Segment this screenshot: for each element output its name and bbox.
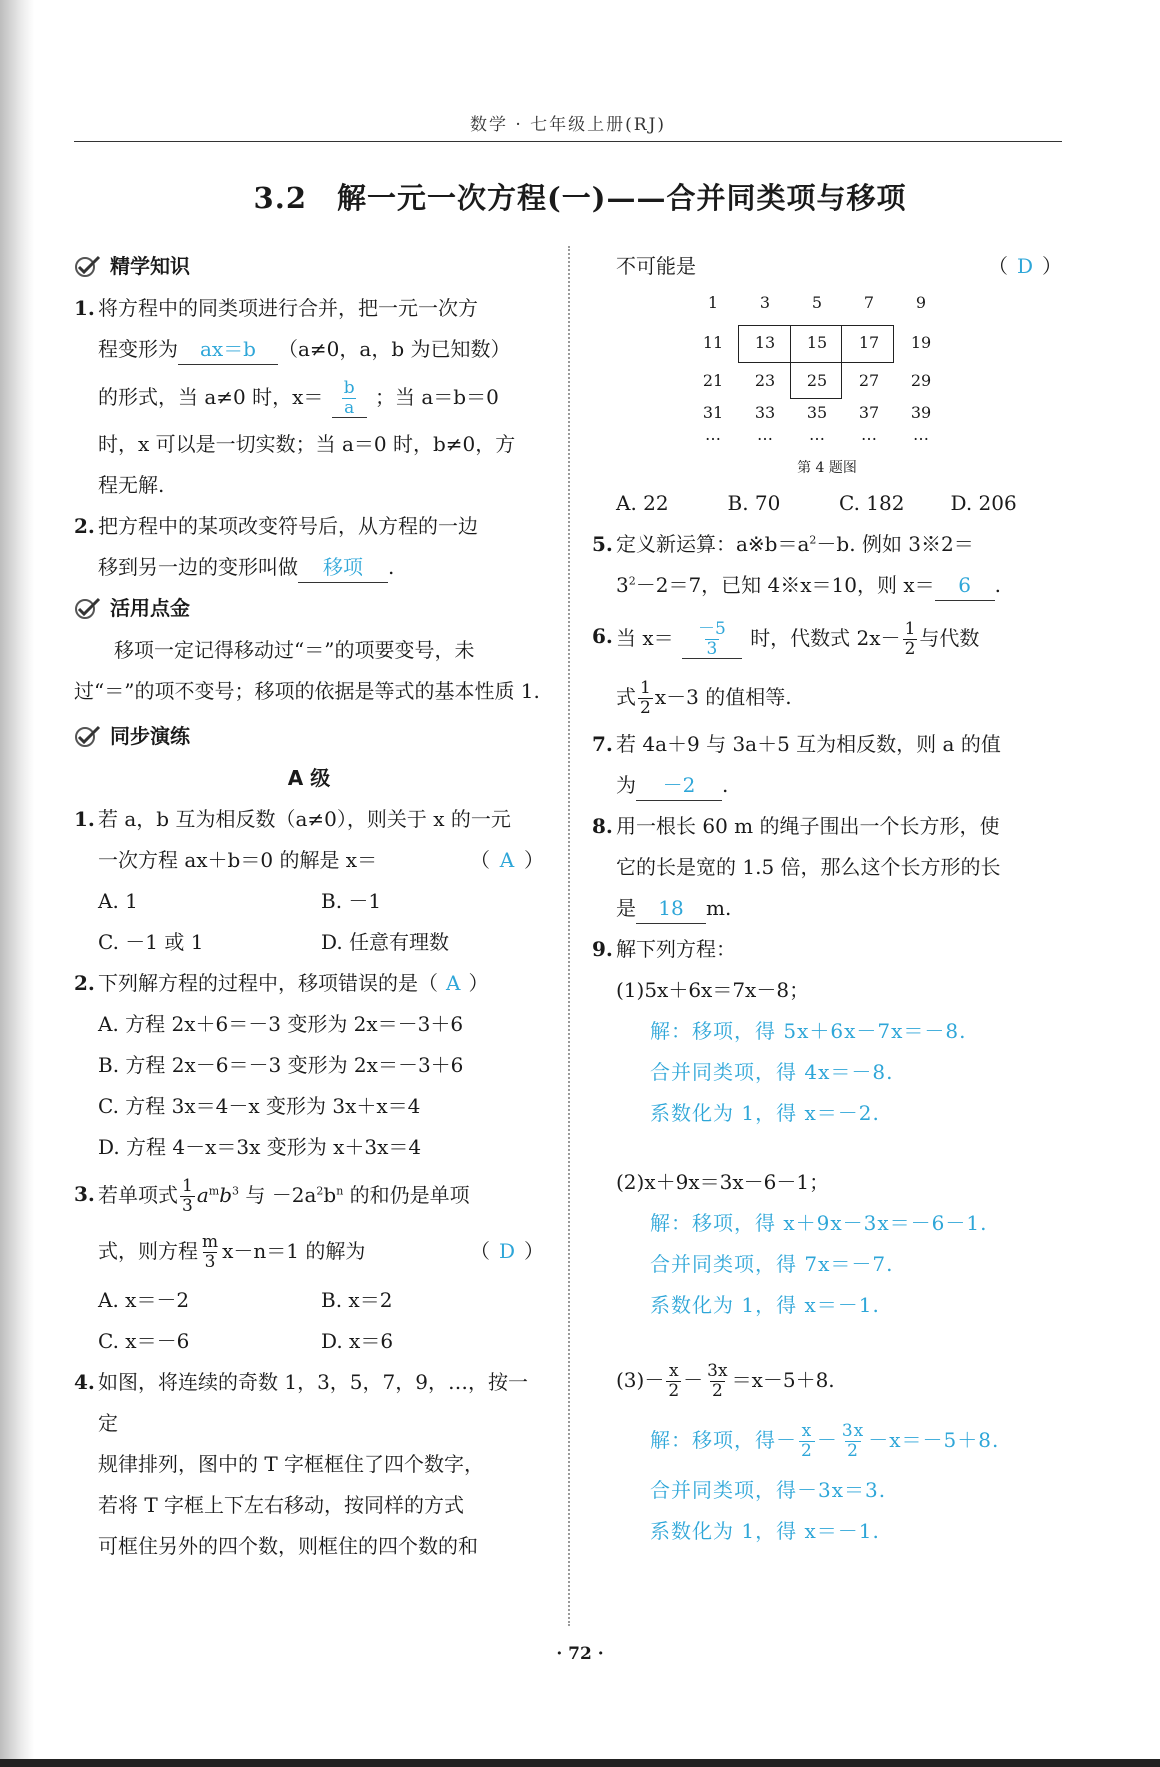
option-b[interactable]: B. x＝2 <box>321 1288 393 1312</box>
section-title: 活用点金 <box>110 595 190 620</box>
text-line: 规律排列，图中的 T 字框框住了四个数字， <box>98 1452 485 1476</box>
paren-close: ） <box>468 971 489 995</box>
numerator: x <box>668 1361 679 1382</box>
text: 一次方程 ax＋b＝0 的解是 x＝ <box>98 848 378 872</box>
paren-close: ） <box>524 848 544 872</box>
grid-cell: 39 <box>910 403 932 422</box>
question-2 <box>74 963 544 1004</box>
question-6 <box>592 606 1062 724</box>
text-line: 可框住另外的四个数，则框住的四个数的和 <box>98 1534 478 1558</box>
exponent: n <box>336 1184 344 1198</box>
text-line: 解下列方程： <box>616 937 736 961</box>
text-line: 用一根长 60 m 的绳子围出一个长方形，使 <box>616 814 1000 838</box>
grid-cell: 27 <box>858 371 880 390</box>
text: 与代数 <box>919 626 980 650</box>
grid-cell: 17 <box>858 333 880 352</box>
question-number: 9. <box>592 937 613 961</box>
text-line <box>98 1168 544 1222</box>
grid-cell: … <box>757 425 773 444</box>
question-number: 1. <box>74 807 95 831</box>
text: 3 <box>616 573 629 597</box>
numerator: m <box>202 1232 219 1253</box>
paren-close: ） <box>524 1239 544 1263</box>
section-title: 同步演练 <box>110 723 190 748</box>
spacer <box>592 1326 1062 1350</box>
text: 程变形为 <box>98 337 178 361</box>
question-3 <box>74 1168 544 1280</box>
solution-step: 解：移项，得 5x＋6x－7x＝－8. <box>650 1019 967 1043</box>
exponent: m <box>208 1184 220 1198</box>
text: 下列解方程的过程中，移项错误的是（ <box>98 971 438 995</box>
grid-cell: … <box>913 425 929 444</box>
exponent: 2 <box>809 533 817 547</box>
answer-paren <box>470 840 544 881</box>
text-line: 若 a，b 互为相反数（a≠0），则关于 x 的一元 <box>98 807 511 831</box>
answer-blank[interactable]: 6 <box>935 570 995 601</box>
question-number: 5. <box>592 532 613 556</box>
denominator: 2 <box>904 639 916 659</box>
paren-open: （ <box>470 848 490 872</box>
text-line <box>616 765 1062 806</box>
text: 时，代数式 2x－ <box>750 626 901 650</box>
question-number: 7. <box>592 732 613 756</box>
grid-cell: 23 <box>754 371 776 390</box>
paren-close: ） <box>1042 254 1062 278</box>
question-number: 3. <box>74 1182 95 1206</box>
grid-cell: 25 <box>806 371 828 390</box>
text-line: 程无解. <box>98 473 165 497</box>
spacer <box>592 1134 1062 1162</box>
text-line <box>616 888 1062 929</box>
text: . <box>388 555 395 579</box>
text-line <box>98 547 544 588</box>
solution-step: 合并同类项，得 7x＝－7. <box>650 1252 894 1276</box>
option-c[interactable]: C. 182 <box>839 491 905 515</box>
grid-cell: 33 <box>754 403 776 422</box>
text-line <box>98 329 544 370</box>
text-line: 把方程中的某项改变符号后，从方程的一边 <box>98 514 478 538</box>
section-title: 精学知识 <box>110 253 190 278</box>
answer-choice[interactable]: A <box>446 971 461 995</box>
text: － <box>683 1368 704 1392</box>
text: 的形式，当 a≠0 时，x＝ <box>98 385 324 409</box>
answer-paren <box>470 1222 544 1280</box>
page-title: 3.2 解一元一次方程(一)——合并同类项与移项 <box>253 181 907 215</box>
text: 不可能是 <box>616 254 696 278</box>
denominator: 3 <box>706 638 718 659</box>
denominator: 2 <box>801 1441 813 1461</box>
text: x－n＝1 的解为 <box>222 1239 366 1263</box>
header-rule <box>74 141 1062 142</box>
text: 是 <box>616 896 636 920</box>
numerator: 1 <box>904 619 916 640</box>
check-circle-icon <box>74 596 102 620</box>
fraction <box>666 1362 681 1400</box>
q9-part-1 <box>592 970 1062 1134</box>
text: －b. 例如 3※2＝ <box>816 532 974 556</box>
text-line: 若将 T 字框上下左右移动，按同样的方式 <box>98 1493 465 1517</box>
question-4 <box>74 1362 544 1567</box>
text-line <box>616 606 1062 670</box>
denominator: 2 <box>668 1381 680 1401</box>
answer-blank[interactable]: ax＝b <box>178 334 278 365</box>
text: －x＝－5＋8. <box>868 1428 1000 1452</box>
question-1 <box>74 799 544 881</box>
solution-step: 系数化为 1，得 x＝－2. <box>650 1101 880 1125</box>
fraction <box>638 679 653 717</box>
question-9 <box>592 929 1062 970</box>
answer-choice[interactable]: D <box>498 1239 516 1263</box>
denominator: 2 <box>847 1441 859 1461</box>
numerator: 1 <box>182 1176 193 1197</box>
question-number: 6. <box>592 624 613 648</box>
fraction <box>840 1422 866 1460</box>
text: ；当 a＝b＝0 <box>375 385 499 409</box>
text: （a≠0，a，b 为已知数） <box>278 337 511 361</box>
exponent: 2 <box>628 574 636 588</box>
solution-step: 合并同类项，得 4x＝－8. <box>650 1060 894 1084</box>
equation <box>616 1350 1062 1410</box>
odd-number-grid <box>688 293 988 453</box>
text-line <box>616 565 1062 606</box>
answer-choice[interactable]: A <box>499 848 515 872</box>
text-line: 如图，将连续的奇数 1，3，5，7，9，…，按一定 <box>98 1370 528 1435</box>
options-q1 <box>74 881 544 963</box>
fraction <box>705 1362 729 1400</box>
denominator: 2 <box>711 1381 723 1401</box>
question-8 <box>592 806 1062 929</box>
option-a[interactable]: A. 方程 2x＋6＝－3 变形为 2x＝－3＋6 <box>98 1012 464 1036</box>
option-a[interactable]: A. x＝－2 <box>98 1288 190 1312</box>
answer-fraction[interactable] <box>332 379 367 418</box>
text: ＝x－5＋8. <box>731 1368 835 1392</box>
equation: (1)5x＋6x＝7x－8； <box>616 978 810 1002</box>
denominator: 3 <box>204 1252 216 1272</box>
answer-choice[interactable]: D <box>1016 254 1034 278</box>
solution-step: 系数化为 1，得 x＝－1. <box>650 1293 880 1317</box>
var: b <box>219 1183 233 1207</box>
text: 定义新运算：a※b＝a <box>616 532 810 556</box>
running-header: 数学 · 七年级上册(RJ) <box>469 115 667 135</box>
text: b <box>323 1183 337 1207</box>
question-number: 2. <box>74 971 95 995</box>
denominator: a <box>344 397 355 418</box>
option-a[interactable]: A. 22 <box>616 491 669 515</box>
option-a[interactable]: A. 1 <box>98 889 138 913</box>
fraction <box>200 1233 220 1271</box>
option-c[interactable]: C. x＝－6 <box>98 1329 190 1353</box>
text: 解：移项，得－ <box>650 1428 797 1452</box>
option-d[interactable]: D. x＝6 <box>321 1329 394 1353</box>
text: . <box>994 573 1001 597</box>
options-q3 <box>74 1280 544 1362</box>
text-line <box>98 963 544 1004</box>
text-line: 将方程中的同类项进行合并，把一元一次方 <box>98 296 478 320</box>
paren-open: （ <box>988 254 1008 278</box>
text: x－3 的值相等. <box>654 685 792 709</box>
numerator: 1 <box>640 678 651 699</box>
grid-cell: 31 <box>702 403 724 422</box>
var: a <box>196 1183 209 1207</box>
solution-step: 解：移项，得 x＋9x－3x＝－6－1. <box>650 1211 988 1235</box>
exponent: 3 <box>232 1184 240 1198</box>
check-circle-icon <box>74 724 102 748</box>
answer-blank[interactable]: 移项 <box>298 552 388 583</box>
question-number: 4. <box>74 1370 95 1394</box>
text-line <box>98 1222 544 1280</box>
paren-open: （ <box>470 1239 490 1263</box>
text-line: 若 4a＋9 与 3a＋5 互为相反数，则 a 的值 <box>616 732 1001 756</box>
text-line <box>616 524 1062 565</box>
denominator: 3 <box>182 1196 193 1216</box>
section-heading-knowledge <box>74 246 544 286</box>
grid-cell: 11 <box>702 333 724 352</box>
text: 式 <box>616 685 636 709</box>
solution-step: 系数化为 1，得 x＝－1. <box>650 1519 880 1543</box>
grid-cell: 5 <box>811 293 823 312</box>
text-line: 它的长是宽的 1.5 倍，那么这个长方形的长 <box>616 855 1001 879</box>
text-line <box>616 670 1062 724</box>
knowledge-item-1 <box>74 288 544 506</box>
solution-step <box>616 1410 1062 1470</box>
text: (3)－ <box>616 1368 665 1392</box>
grid-cell: … <box>705 425 721 444</box>
numerator: 3x <box>707 1361 728 1382</box>
q9-part-3 <box>592 1350 1062 1552</box>
text: 移到另一边的变形叫做 <box>98 555 298 579</box>
fraction <box>180 1177 195 1215</box>
answer-paren <box>988 246 1062 287</box>
figure-caption: 第 4 题图 <box>797 460 857 476</box>
text-line: 时，x 可以是一切实数；当 a＝0 时，b≠0，方 <box>98 432 516 456</box>
check-circle-icon <box>74 254 102 278</box>
answer-blank[interactable]: 18 <box>636 893 706 924</box>
item-number: 1. <box>74 296 95 320</box>
right-column <box>592 246 1062 1552</box>
item-number: 2. <box>74 514 95 538</box>
option-d[interactable]: D. 206 <box>950 491 1017 515</box>
solution-step: 合并同类项，得－3x＝3. <box>650 1478 887 1502</box>
q9-part-2 <box>592 1162 1062 1326</box>
equation: (2)x＋9x＝3x－6－1； <box>616 1170 830 1194</box>
grid-cell: 3 <box>759 293 771 312</box>
grid-cell: … <box>809 425 825 444</box>
text: m. <box>706 896 732 920</box>
grid-cell: 13 <box>754 333 776 352</box>
text: 当 x＝ <box>616 626 674 650</box>
option-b[interactable]: B. 70 <box>727 491 781 515</box>
text-line <box>592 246 1062 287</box>
numerator: x <box>801 1421 813 1442</box>
section-heading-tips <box>74 588 544 628</box>
exponent: 2 <box>316 1184 324 1198</box>
options-q2 <box>74 1004 544 1168</box>
text: 若单项式 <box>98 1183 178 1207</box>
page-number: · 72 · <box>556 1644 604 1664</box>
grid-cell: … <box>861 425 877 444</box>
numerator: b <box>343 377 355 398</box>
text-line <box>98 370 544 424</box>
option-b[interactable]: B. 方程 2x－6＝－3 变形为 2x＝－3＋6 <box>98 1053 464 1077</box>
options-q4 <box>592 483 1062 524</box>
option-b[interactable]: B. －1 <box>321 889 382 913</box>
numerator: 3x <box>841 1421 865 1442</box>
grid-cell: 7 <box>863 293 875 312</box>
grid-cell: 1 <box>707 293 719 312</box>
text: 为 <box>616 773 636 797</box>
fraction <box>903 620 918 658</box>
text: －2＝7，已知 4※x＝10，则 x＝ <box>635 573 935 597</box>
grid-cell: 35 <box>806 403 828 422</box>
option-d[interactable]: D. 任意有理数 <box>321 930 450 954</box>
section-heading-practice <box>74 716 544 756</box>
grid-cell: 29 <box>910 371 932 390</box>
answer-blank[interactable]: －2 <box>636 770 722 801</box>
grid-cell: 9 <box>915 293 927 312</box>
grid-cell: 15 <box>806 333 828 352</box>
text-line <box>98 840 544 881</box>
left-column <box>74 246 544 1567</box>
text: 的和仍是单项 <box>349 1183 470 1207</box>
fraction <box>799 1422 815 1460</box>
bottom-edge-bar <box>0 1759 1160 1767</box>
numerator: －5 <box>698 618 726 639</box>
level-label: A 级 <box>287 766 331 790</box>
knowledge-item-2 <box>74 506 544 588</box>
option-d[interactable]: D. 方程 4－x＝3x 变形为 x＋3x＝4 <box>98 1135 422 1159</box>
text: － <box>816 1428 838 1452</box>
question-5 <box>592 524 1062 606</box>
text: 与 －2a <box>245 1183 317 1207</box>
option-c[interactable]: C. －1 或 1 <box>98 930 204 954</box>
answer-fraction[interactable] <box>682 620 742 659</box>
grid-cell: 19 <box>910 333 932 352</box>
column-divider <box>568 246 570 1626</box>
text: 式，则方程 <box>98 1239 198 1263</box>
grid-cell: 21 <box>702 371 724 390</box>
denominator: 2 <box>640 698 651 718</box>
grid-cell: 37 <box>858 403 880 422</box>
text: . <box>722 773 729 797</box>
question-7 <box>592 724 1062 806</box>
question-number: 8. <box>592 814 613 838</box>
tip-paragraph: 移项一定记得移动过“＝”的项要变号，未过“＝”的项不变号；移项的依据是等式的基本性质 1. <box>74 638 540 703</box>
option-c[interactable]: C. 方程 3x＝4－x 变形为 3x＋x＝4 <box>98 1094 421 1118</box>
